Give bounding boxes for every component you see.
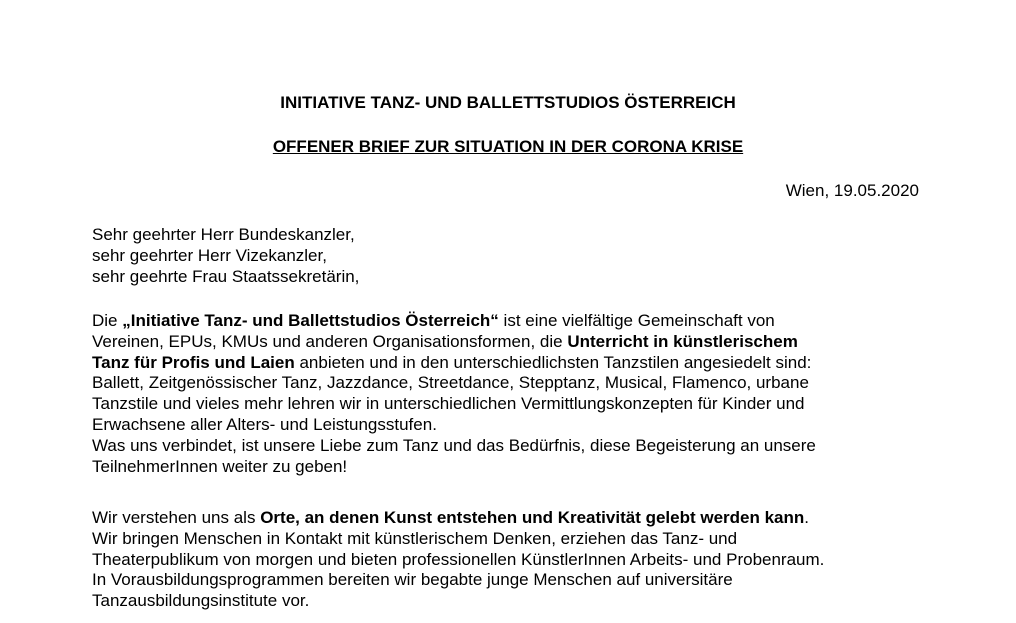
salutation: [92, 225, 922, 287]
organization-title: INITIATIVE TANZ- UND BALLETTSTUDIOS ÖSTERREICH: [280, 93, 736, 112]
place-date: Wien, 19.05.2020: [785, 181, 919, 200]
paragraph-line: [92, 508, 922, 529]
letter-title: OFFENER BRIEF ZUR SITUATION IN DER CORONA KRISE: [272, 137, 744, 156]
bold-text-run: „Initiative Tanz- und Ballettstudios Österreich“: [122, 311, 499, 330]
paragraph-intro: [92, 311, 922, 477]
paragraph-line: [92, 311, 922, 332]
text-run: Vereinen, EPUs, KMUs und anderen Organisationsformen, die: [92, 331, 568, 351]
paragraph-line: Ballett, Zeitgenössischer Tanz, Jazzdance, Streetdance, Stepptanz, Musical, Flamenco, urbane: [92, 373, 809, 393]
text-run: anbieten und in den unterschiedlichsten Tanzstilen angesiedelt sind:: [294, 352, 812, 372]
paragraph-line: [92, 332, 922, 353]
bold-text-run: Tanz für Profis und Laien: [92, 352, 295, 372]
paragraph-line: Theaterpublikum von morgen und bieten professionellen KünstlerInnen Arbeits- und Probenraum.: [92, 549, 825, 569]
bold-text-run: Unterricht in künstlerischem: [567, 331, 798, 351]
text-run: Die: [92, 311, 123, 330]
paragraph-line: [92, 353, 922, 374]
paragraph-mission: [92, 508, 922, 612]
paragraph-line: Wir bringen Menschen in Kontakt mit künstlerischem Denken, erziehen das Tanz- und: [92, 528, 738, 548]
text-run: Wir verstehen uns als: [92, 508, 261, 527]
bold-text-run: Orte, an denen Kunst entstehen und Kreativität gelebt werden kann: [260, 508, 805, 527]
salutation-line: sehr geehrte Frau Staatssekretärin,: [92, 266, 360, 286]
paragraph-line: Tanzausbildungsinstitute vor.: [92, 591, 310, 611]
paragraph-line: Tanzstile und vieles mehr lehren wir in unterschiedlichen Vermittlungskonzepten für Kinder und: [92, 394, 805, 414]
salutation-line: sehr geehrter Herr Vizekanzler,: [92, 245, 327, 265]
paragraph-line: In Vorausbildungsprogrammen bereiten wir begabte junge Menschen auf universitäre: [92, 570, 733, 590]
salutation-line: Sehr geehrter Herr Bundeskanzler,: [92, 225, 355, 244]
text-run: .: [804, 508, 810, 527]
paragraph-line: TeilnehmerInnen weiter zu geben!: [92, 456, 348, 476]
paragraph-line: Erwachsene aller Alters- und Leistungsstufen.: [92, 414, 437, 434]
paragraph-line: Was uns verbindet, ist unsere Liebe zum Tanz und das Bedürfnis, diese Begeisterung an unsere: [92, 435, 816, 455]
text-run: ist eine vielfältige Gemeinschaft von: [498, 311, 775, 330]
